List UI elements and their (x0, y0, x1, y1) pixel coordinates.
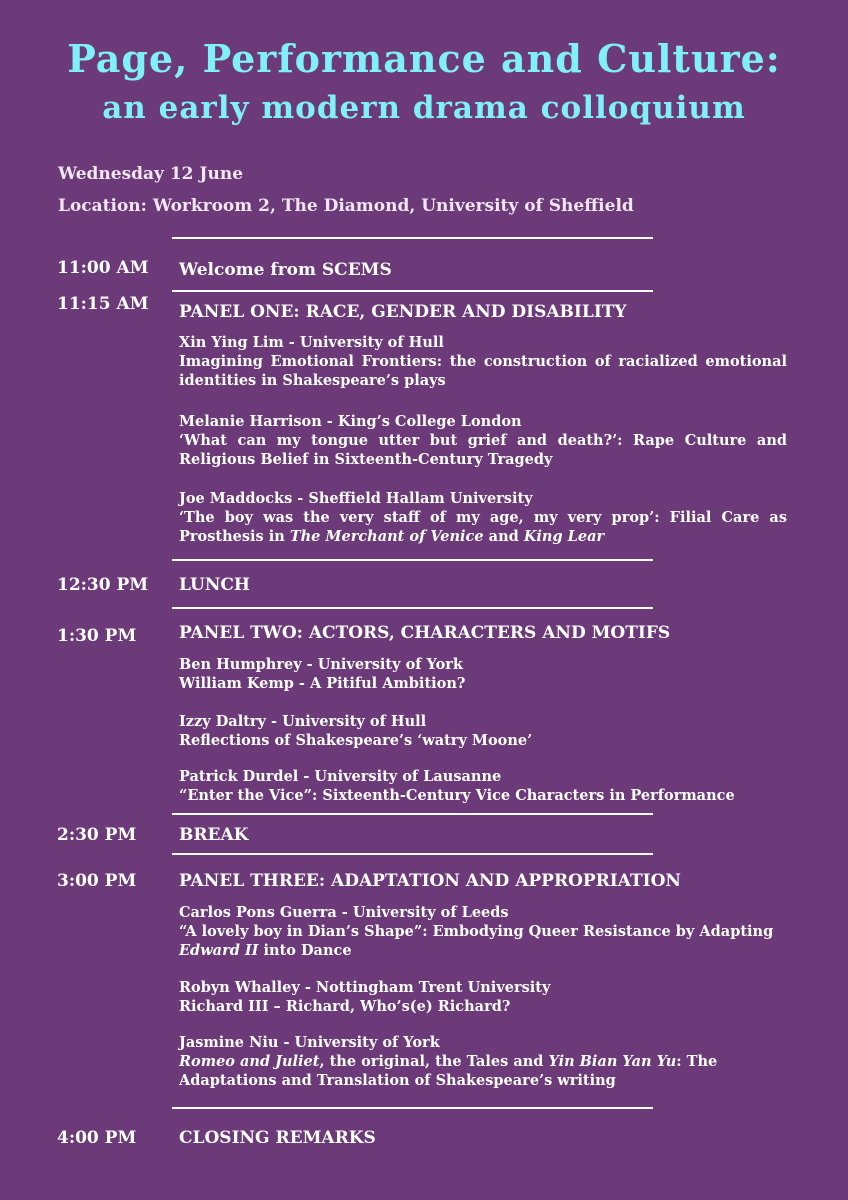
talk (179, 333, 787, 390)
talk (179, 1033, 787, 1090)
play-title: The Merchant of Venice (289, 528, 484, 545)
talk-speaker: Joe Maddocks - Sheffield Hallam University (179, 490, 533, 507)
talk-title-part: , the original, the Tales and (319, 1053, 549, 1070)
talk-title: “Enter the Vice”: Sixteenth-Century Vice Characters in Performance (179, 787, 735, 804)
session-closing: CLOSING REMARKS (179, 1128, 376, 1148)
talk (179, 712, 787, 750)
divider (172, 813, 653, 815)
talk (179, 767, 787, 805)
divider (172, 290, 653, 292)
time-closing: 4:00 PM (57, 1128, 137, 1148)
divider (172, 607, 653, 609)
divider (172, 237, 653, 239)
event-location: Location: Workroom 2, The Diamond, University of Sheffield (58, 196, 634, 216)
divider (172, 853, 653, 855)
talk-title (179, 922, 787, 960)
talk-title-part: ‘The boy was the very staff of my age, my very prop’: Filial Care as Prosthesis in (179, 509, 787, 545)
time-panel-three: 3:00 PM (57, 871, 137, 891)
divider (172, 559, 653, 561)
talk-speaker: Izzy Daltry - University of Hull (179, 713, 427, 730)
talk-title: Richard III – Richard, Who’s(e) Richard? (179, 998, 511, 1015)
session-lunch: LUNCH (179, 575, 250, 595)
talk-speaker: Patrick Durdel - University of Lausanne (179, 768, 502, 785)
panel-one-title: PANEL ONE: RACE, GENDER AND DISABILITY (179, 302, 627, 322)
talk-speaker: Xin Ying Lim - University of Hull (179, 334, 444, 351)
session-welcome: Welcome from SCEMS (179, 260, 392, 280)
event-date: Wednesday 12 June (58, 164, 244, 184)
talk (179, 412, 787, 469)
talk-title-part: and (483, 528, 524, 545)
time-lunch: 12:30 PM (57, 575, 149, 595)
panel-two-title: PANEL TWO: ACTORS, CHARACTERS AND MOTIFS (179, 623, 671, 643)
talk-title: Imagining Emotional Frontiers: the construction of racialized emotional identities in Shakespeare’s plays (179, 353, 787, 389)
play-title: Yin Bian Yan Yu (548, 1053, 677, 1070)
talk-title-part: into Dance (258, 942, 352, 959)
talk (179, 655, 787, 693)
talk-title (179, 1052, 787, 1090)
talk-speaker: Ben Humphrey - University of York (179, 656, 463, 673)
talk (179, 903, 787, 960)
panel-three-title: PANEL THREE: ADAPTATION AND APPROPRIATION (179, 871, 681, 891)
play-title: Romeo and Juliet (179, 1053, 320, 1070)
talk (179, 978, 787, 1016)
talk-title (179, 508, 787, 546)
divider (172, 1107, 653, 1109)
talk-speaker: Robyn Whalley - Nottingham Trent University (179, 979, 551, 996)
time-panel-one: 11:15 AM (57, 294, 149, 314)
time-welcome: 11:00 AM (57, 258, 149, 278)
talk-speaker: Carlos Pons Guerra - University of Leeds (179, 904, 509, 921)
talk-speaker: Melanie Harrison - King’s College London (179, 413, 522, 430)
time-panel-two: 1:30 PM (57, 626, 137, 646)
talk-title-part: : The Adaptations and Translation of Shakespeare’s writing (179, 1053, 718, 1089)
talk-speaker: Jasmine Niu - University of York (179, 1034, 440, 1051)
title-line-1: Page, Performance and Culture: (67, 36, 781, 81)
talk-title: Reflections of Shakespeare’s ‘watry Moone’ (179, 732, 533, 749)
talk-title: William Kemp - A Pitiful Ambition? (179, 675, 466, 692)
talk-title-part: “A lovely boy in Dian’s Shape”: Embodying Queer Resistance by Adapting (179, 923, 774, 940)
session-break: BREAK (179, 825, 249, 845)
talk (179, 489, 787, 546)
play-title: Edward II (179, 942, 259, 959)
play-title: King Lear (523, 528, 605, 545)
title-line-2: an early modern drama colloquium (102, 90, 746, 126)
talk-title: ‘What can my tongue utter but grief and death?’: Rape Culture and Religious Belief in Sixteenth-Century Tragedy (179, 432, 787, 468)
time-break: 2:30 PM (57, 825, 137, 845)
